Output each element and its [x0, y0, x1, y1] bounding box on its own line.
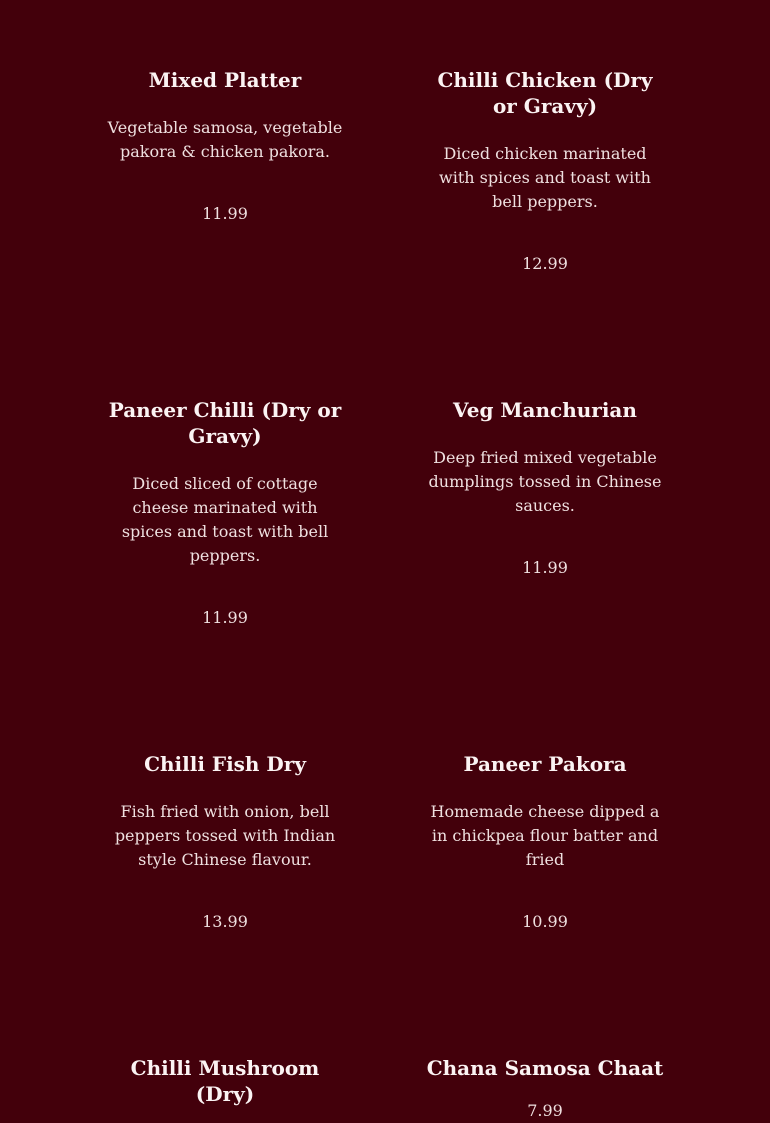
menu-item-price: 13.99 — [202, 912, 248, 931]
menu-item-price: 11.99 — [202, 204, 248, 223]
menu-item — [105, 751, 345, 932]
menu-item-title: Mixed Platter — [148, 68, 302, 92]
menu-item-description: Diced sliced of cottage cheese marinated with spices and toast with bell peppers. — [121, 474, 329, 565]
menu-item — [426, 67, 664, 274]
menu-item-title: Chana Samosa Chaat — [426, 1056, 664, 1080]
menu-item-price: 11.99 — [202, 608, 248, 627]
menu-item — [105, 67, 345, 224]
menu-item — [426, 751, 664, 932]
menu-item-description: Homemade cheese dipped a in chickpea flour batter and fried — [430, 802, 660, 869]
menu-item-price: 12.99 — [522, 254, 568, 273]
menu-item-title: Paneer Pakora — [463, 752, 627, 776]
menu-item — [426, 397, 664, 578]
menu-item-description: Deep fried mixed vegetable dumplings tossed in Chinese sauces. — [428, 448, 662, 515]
menu-item-price: 7.99 — [527, 1101, 563, 1120]
menu-item-description: Fish fried with onion, bell peppers tossed with Indian style Chinese flavour. — [114, 802, 336, 869]
menu-item-price: 11.99 — [522, 558, 568, 577]
menu-item-description: Vegetable samosa, vegetable pakora & chicken pakora. — [107, 118, 343, 161]
menu-item — [426, 1055, 664, 1121]
menu-item-description: Diced chicken marinated with spices and toast with bell peppers. — [439, 144, 651, 211]
menu-item — [105, 397, 345, 628]
menu-item-title: Paneer Chilli (Dry or Gravy) — [108, 398, 342, 448]
menu-item-title: Veg Manchurian — [453, 398, 637, 422]
menu-item-title: Chilli Mushroom (Dry) — [130, 1056, 320, 1106]
menu-item-title: Chilli Chicken (Dry or Gravy) — [437, 68, 653, 118]
menu-item — [105, 1055, 345, 1107]
menu-item-price: 10.99 — [522, 912, 568, 931]
menu-item-title: Chilli Fish Dry — [144, 752, 306, 776]
